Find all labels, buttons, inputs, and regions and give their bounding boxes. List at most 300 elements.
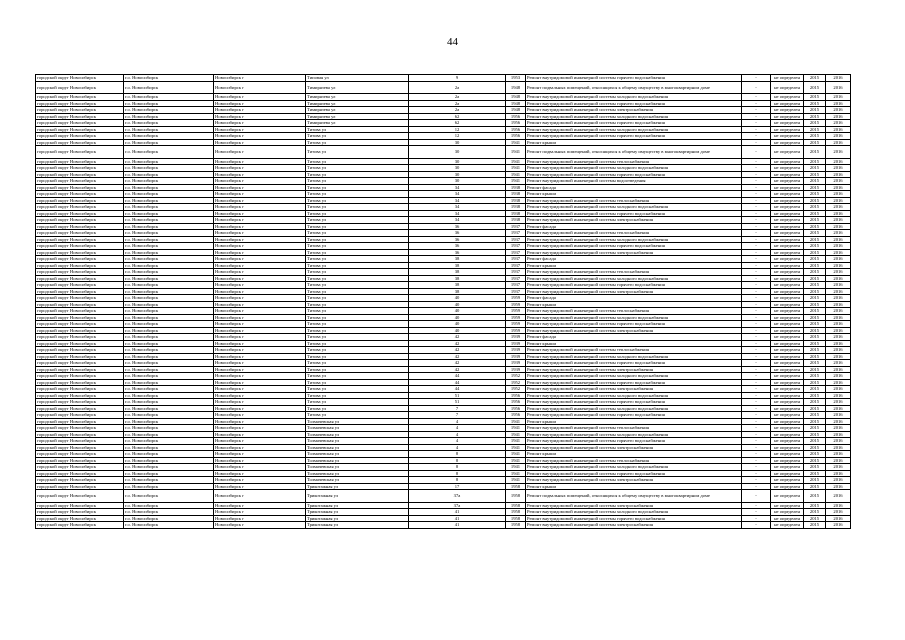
year-start-cell: 2015 [804, 204, 826, 211]
settlement-cell: г.о. Новосибирск [124, 509, 214, 516]
year-start-cell: 2015 [804, 288, 826, 295]
cost-cell: не определен [771, 392, 804, 399]
municipality-cell: городской округ Новосибирск [36, 288, 124, 295]
work-type-cell: Ремонт внутридомовой инженерной системы холодного водоснабжения [526, 204, 742, 211]
year-start-cell: 2015 [804, 301, 826, 308]
house-number-cell: 8 [409, 457, 506, 464]
dash-cell: - [742, 515, 771, 522]
work-type-cell: Ремонт внутридомовой инженерной системы горячего водоснабжения [526, 171, 742, 178]
work-type-cell: Ремонт внутридомовой инженерной системы холодного водоснабжения [526, 94, 742, 101]
dash-cell: - [742, 418, 771, 425]
build-year-cell: 1938 [506, 217, 526, 224]
locality-cell: Новосибирск г [214, 171, 306, 178]
cost-cell: не определен [771, 399, 804, 406]
year-end-cell: 2016 [826, 178, 851, 185]
work-type-cell: Ремонт внутридомовой инженерной системы холодного водоснабжения [526, 236, 742, 243]
street-cell: Толмачевская ул [306, 470, 409, 477]
build-year-cell: 1941 [506, 425, 526, 432]
municipality-cell: городской округ Новосибирск [36, 392, 124, 399]
municipality-cell: городской округ Новосибирск [36, 321, 124, 328]
house-number-cell: 40 [409, 327, 506, 334]
house-number-cell: 38 [409, 275, 506, 282]
locality-cell: Новосибирск г [214, 113, 306, 120]
dash-cell: - [742, 204, 771, 211]
year-end-cell: 2016 [826, 275, 851, 282]
municipality-cell: городской округ Новосибирск [36, 204, 124, 211]
street-cell: Титова ул [306, 275, 409, 282]
cost-cell: не определен [771, 405, 804, 412]
cost-cell: не определен [771, 464, 804, 471]
year-end-cell: 2016 [826, 308, 851, 315]
cost-cell: не определен [771, 418, 804, 425]
work-type-cell: Ремонт внутридомовой инженерной системы теплоснабжения [526, 230, 742, 237]
street-cell: Толмачевская ул [306, 457, 409, 464]
settlement-cell: г.о. Новосибирск [124, 146, 214, 159]
locality-cell: Новосибирск г [214, 418, 306, 425]
dash-cell: - [742, 340, 771, 347]
year-start-cell: 2015 [804, 249, 826, 256]
year-end-cell: 2016 [826, 262, 851, 269]
municipality-cell: городской округ Новосибирск [36, 301, 124, 308]
build-year-cell: 1937 [506, 236, 526, 243]
build-year-cell: 1959 [506, 308, 526, 315]
municipality-cell: городской округ Новосибирск [36, 249, 124, 256]
settlement-cell: г.о. Новосибирск [124, 223, 214, 230]
locality-cell: Новосибирск г [214, 392, 306, 399]
dash-cell: - [742, 133, 771, 140]
street-cell: Толмачевская ул [306, 431, 409, 438]
street-cell: Толмачевская ул [306, 418, 409, 425]
build-year-cell: 1938 [506, 191, 526, 198]
house-number-cell: 8 [409, 470, 506, 477]
settlement-cell: г.о. Новосибирск [124, 321, 214, 328]
work-type-cell: Ремонт внутридомовой инженерной системы теплоснабжения [526, 457, 742, 464]
year-end-cell: 2016 [826, 210, 851, 217]
cost-cell: не определен [771, 347, 804, 354]
work-type-cell: Ремонт фасада [526, 223, 742, 230]
dash-cell: - [742, 301, 771, 308]
year-end-cell: 2016 [826, 360, 851, 367]
work-type-cell: Ремонт внутридомовой инженерной системы теплоснабжения [526, 197, 742, 204]
street-cell: Титова ул [306, 243, 409, 250]
street-cell: Титова ул [306, 256, 409, 263]
cost-cell: не определен [771, 477, 804, 484]
settlement-cell: г.о. Новосибирск [124, 107, 214, 114]
dash-cell: - [742, 243, 771, 250]
cost-cell: не определен [771, 412, 804, 419]
work-type-cell: Ремонт внутридомовой инженерной системы холодного водоснабжения [526, 113, 742, 120]
table-row [36, 81, 851, 94]
dash-cell: - [742, 483, 771, 490]
settlement-cell: г.о. Новосибирск [124, 126, 214, 133]
locality-cell: Новосибирск г [214, 197, 306, 204]
year-start-cell: 2015 [804, 522, 826, 529]
street-cell: Толмачевская ул [306, 464, 409, 471]
locality-cell: Новосибирск г [214, 230, 306, 237]
settlement-cell: г.о. Новосибирск [124, 515, 214, 522]
municipality-cell: городской округ Новосибирск [36, 405, 124, 412]
build-year-cell: 1958 [506, 522, 526, 529]
dash-cell: - [742, 217, 771, 224]
locality-cell: Новосибирск г [214, 165, 306, 172]
street-cell: Титова ул [306, 379, 409, 386]
street-cell: Титова ул [306, 321, 409, 328]
build-year-cell: 1941 [506, 171, 526, 178]
house-number-cell: 42 [409, 347, 506, 354]
municipality-cell: городской округ Новосибирск [36, 171, 124, 178]
year-start-cell: 2015 [804, 431, 826, 438]
settlement-cell: г.о. Новосибирск [124, 256, 214, 263]
municipality-cell: городской округ Новосибирск [36, 236, 124, 243]
street-cell: Титова ул [306, 230, 409, 237]
year-start-cell: 2015 [804, 444, 826, 451]
year-start-cell: 2015 [804, 146, 826, 159]
house-number-cell: 38 [409, 269, 506, 276]
dash-cell: - [742, 308, 771, 315]
year-start-cell: 2015 [804, 269, 826, 276]
cost-cell: не определен [771, 126, 804, 133]
year-end-cell: 2016 [826, 386, 851, 393]
dash-cell: - [742, 334, 771, 341]
work-type-cell: Ремонт внутридомовой инженерной системы горячего водоснабжения [526, 243, 742, 250]
work-type-cell: Ремонт подвальных помещений, относящихся к общему имуществу в многоквартирном доме [526, 81, 742, 94]
cost-cell: не определен [771, 386, 804, 393]
work-type-cell: Ремонт внутридомовой инженерной системы теплоснабжения [526, 158, 742, 165]
street-cell: Толмачевская ул [306, 425, 409, 432]
work-type-cell: Ремонт внутридомовой инженерной системы холодного водоснабжения [526, 464, 742, 471]
cost-cell: не определен [771, 191, 804, 198]
build-year-cell: 1941 [506, 444, 526, 451]
dash-cell: - [742, 360, 771, 367]
year-end-cell: 2016 [826, 431, 851, 438]
house-number-cell: 2а [409, 107, 506, 114]
municipality-cell: городской округ Новосибирск [36, 457, 124, 464]
street-cell: Титова ул [306, 197, 409, 204]
locality-cell: Новосибирск г [214, 425, 306, 432]
locality-cell: Новосибирск г [214, 438, 306, 445]
capital-repair-table [35, 74, 851, 529]
dash-cell: - [742, 444, 771, 451]
build-year-cell: 1956 [506, 399, 526, 406]
municipality-cell: городской округ Новосибирск [36, 107, 124, 114]
year-start-cell: 2015 [804, 230, 826, 237]
locality-cell: Новосибирск г [214, 347, 306, 354]
house-number-cell: 38 [409, 262, 506, 269]
locality-cell: Новосибирск г [214, 288, 306, 295]
work-type-cell: Ремонт внутридомовой инженерной системы холодного водоснабжения [526, 353, 742, 360]
year-end-cell: 2016 [826, 392, 851, 399]
municipality-cell: городской округ Новосибирск [36, 81, 124, 94]
build-year-cell: 1959 [506, 327, 526, 334]
build-year-cell: 1956 [506, 405, 526, 412]
table-row [36, 146, 851, 159]
build-year-cell: 1939 [506, 340, 526, 347]
settlement-cell: г.о. Новосибирск [124, 399, 214, 406]
build-year-cell: 1938 [506, 204, 526, 211]
work-type-cell: Ремонт подвальных помещений, относящихся к общему имуществу в многоквартирном доме [526, 490, 742, 503]
dash-cell: - [742, 470, 771, 477]
year-end-cell: 2016 [826, 470, 851, 477]
municipality-cell: городской округ Новосибирск [36, 515, 124, 522]
work-type-cell: Ремонт внутридомовой инженерной системы электроснабжения [526, 327, 742, 334]
build-year-cell: 1956 [506, 120, 526, 127]
year-end-cell: 2016 [826, 353, 851, 360]
cost-cell: не определен [771, 275, 804, 282]
work-type-cell: Ремонт крыши [526, 340, 742, 347]
year-end-cell: 2016 [826, 366, 851, 373]
build-year-cell: 1938 [506, 210, 526, 217]
work-type-cell: Ремонт фасада [526, 184, 742, 191]
locality-cell: Новосибирск г [214, 217, 306, 224]
municipality-cell: городской округ Новосибирск [36, 347, 124, 354]
year-start-cell: 2015 [804, 94, 826, 101]
build-year-cell: 1938 [506, 184, 526, 191]
street-cell: Трикотажная ул [306, 502, 409, 509]
year-end-cell: 2016 [826, 191, 851, 198]
settlement-cell: г.о. Новосибирск [124, 301, 214, 308]
work-type-cell: Ремонт крыши [526, 262, 742, 269]
street-cell: Титова ул [306, 139, 409, 146]
dash-cell: - [742, 236, 771, 243]
cost-cell: не определен [771, 366, 804, 373]
build-year-cell: 1956 [506, 392, 526, 399]
year-start-cell: 2015 [804, 379, 826, 386]
settlement-cell: г.о. Новосибирск [124, 184, 214, 191]
cost-cell: не определен [771, 178, 804, 185]
locality-cell: Новосибирск г [214, 490, 306, 503]
cost-cell: не определен [771, 282, 804, 289]
locality-cell: Новосибирск г [214, 94, 306, 101]
year-start-cell: 2015 [804, 223, 826, 230]
work-type-cell: Ремонт внутридомовой инженерной системы теплоснабжения [526, 425, 742, 432]
settlement-cell: г.о. Новосибирск [124, 451, 214, 458]
work-type-cell: Ремонт внутридомовой инженерной системы электроснабжения [526, 366, 742, 373]
house-number-cell: 30 [409, 165, 506, 172]
locality-cell: Новосибирск г [214, 158, 306, 165]
year-end-cell: 2016 [826, 249, 851, 256]
municipality-cell: городской округ Новосибирск [36, 314, 124, 321]
house-number-cell: 38 [409, 256, 506, 263]
locality-cell: Новосибирск г [214, 483, 306, 490]
street-cell: Титова ул [306, 412, 409, 419]
year-end-cell: 2016 [826, 94, 851, 101]
build-year-cell: 1941 [506, 158, 526, 165]
year-end-cell: 2016 [826, 438, 851, 445]
street-cell: Титова ул [306, 236, 409, 243]
build-year-cell: 1941 [506, 178, 526, 185]
build-year-cell: 1937 [506, 269, 526, 276]
street-cell: Трикотажная ул [306, 490, 409, 503]
house-number-cell: 17 [409, 483, 506, 490]
year-start-cell: 2015 [804, 509, 826, 516]
settlement-cell: г.о. Новосибирск [124, 94, 214, 101]
build-year-cell: 1941 [506, 464, 526, 471]
settlement-cell: г.о. Новосибирск [124, 275, 214, 282]
street-cell: Титова ул [306, 392, 409, 399]
street-cell: Титова ул [306, 184, 409, 191]
locality-cell: Новосибирск г [214, 502, 306, 509]
cost-cell: не определен [771, 94, 804, 101]
settlement-cell: г.о. Новосибирск [124, 191, 214, 198]
locality-cell: Новосибирск г [214, 470, 306, 477]
settlement-cell: г.о. Новосибирск [124, 295, 214, 302]
year-end-cell: 2016 [826, 405, 851, 412]
year-end-cell: 2016 [826, 451, 851, 458]
dash-cell: - [742, 210, 771, 217]
settlement-cell: г.о. Новосибирск [124, 217, 214, 224]
house-number-cell: 30 [409, 158, 506, 165]
cost-cell: не определен [771, 483, 804, 490]
house-number-cell: 36 [409, 223, 506, 230]
municipality-cell: городской округ Новосибирск [36, 399, 124, 406]
locality-cell: Новосибирск г [214, 204, 306, 211]
cost-cell: не определен [771, 327, 804, 334]
settlement-cell: г.о. Новосибирск [124, 171, 214, 178]
house-number-cell: 44 [409, 373, 506, 380]
year-start-cell: 2015 [804, 295, 826, 302]
locality-cell: Новосибирск г [214, 275, 306, 282]
cost-cell: не определен [771, 334, 804, 341]
work-type-cell: Ремонт фасада [526, 295, 742, 302]
year-start-cell: 2015 [804, 158, 826, 165]
settlement-cell: г.о. Новосибирск [124, 314, 214, 321]
settlement-cell: г.о. Новосибирск [124, 470, 214, 477]
street-cell: Титова ул [306, 249, 409, 256]
street-cell: Титова ул [306, 334, 409, 341]
municipality-cell: городской округ Новосибирск [36, 262, 124, 269]
street-cell: Титова ул [306, 314, 409, 321]
locality-cell: Новосибирск г [214, 379, 306, 386]
municipality-cell: городской округ Новосибирск [36, 431, 124, 438]
work-type-cell: Ремонт внутридомовой инженерной системы горячего водоснабжения [526, 100, 742, 107]
year-end-cell: 2016 [826, 171, 851, 178]
year-start-cell: 2015 [804, 327, 826, 334]
year-end-cell: 2016 [826, 522, 851, 529]
build-year-cell: 1941 [506, 139, 526, 146]
work-type-cell: Ремонт внутридомовой инженерной системы электроснабжения [526, 386, 742, 393]
locality-cell: Новосибирск г [214, 327, 306, 334]
cost-cell: не определен [771, 184, 804, 191]
settlement-cell: г.о. Новосибирск [124, 425, 214, 432]
work-type-cell: Ремонт внутридомовой инженерной системы электроснабжения [526, 477, 742, 484]
build-year-cell: 1952 [506, 379, 526, 386]
work-type-cell: Ремонт крыши [526, 191, 742, 198]
municipality-cell: городской округ Новосибирск [36, 210, 124, 217]
street-cell: Титова ул [306, 171, 409, 178]
year-start-cell: 2015 [804, 321, 826, 328]
house-number-cell: 41 [409, 522, 506, 529]
dash-cell: - [742, 120, 771, 127]
work-type-cell: Ремонт внутридомовой инженерной системы холодного водоснабжения [526, 314, 742, 321]
street-cell: Толмачевская ул [306, 444, 409, 451]
street-cell: Титова ул [306, 158, 409, 165]
house-number-cell: 4 [409, 438, 506, 445]
year-start-cell: 2015 [804, 418, 826, 425]
municipality-cell: городской округ Новосибирск [36, 94, 124, 101]
dash-cell: - [742, 126, 771, 133]
dash-cell: - [742, 197, 771, 204]
year-end-cell: 2016 [826, 301, 851, 308]
work-type-cell: Ремонт внутридомовой инженерной системы водоотведения [526, 178, 742, 185]
year-start-cell: 2015 [804, 75, 826, 82]
year-end-cell: 2016 [826, 282, 851, 289]
municipality-cell: городской округ Новосибирск [36, 75, 124, 82]
year-start-cell: 2015 [804, 412, 826, 419]
municipality-cell: городской округ Новосибирск [36, 184, 124, 191]
build-year-cell: 1956 [506, 126, 526, 133]
year-end-cell: 2016 [826, 288, 851, 295]
locality-cell: Новосибирск г [214, 120, 306, 127]
build-year-cell: 1937 [506, 282, 526, 289]
house-number-cell: 62 [409, 120, 506, 127]
municipality-cell: городской округ Новосибирск [36, 275, 124, 282]
year-start-cell: 2015 [804, 126, 826, 133]
work-type-cell: Ремонт внутридомовой инженерной системы горячего водоснабжения [526, 75, 742, 82]
year-start-cell: 2015 [804, 470, 826, 477]
settlement-cell: г.о. Новосибирск [124, 334, 214, 341]
dash-cell: - [742, 100, 771, 107]
settlement-cell: г.о. Новосибирск [124, 327, 214, 334]
build-year-cell: 1958 [506, 515, 526, 522]
year-start-cell: 2015 [804, 308, 826, 315]
year-end-cell: 2016 [826, 230, 851, 237]
municipality-cell: городской округ Новосибирск [36, 444, 124, 451]
locality-cell: Новосибирск г [214, 100, 306, 107]
year-end-cell: 2016 [826, 515, 851, 522]
build-year-cell: 1937 [506, 256, 526, 263]
year-start-cell: 2015 [804, 275, 826, 282]
house-number-cell: 36 [409, 230, 506, 237]
dash-cell: - [742, 171, 771, 178]
settlement-cell: г.о. Новосибирск [124, 243, 214, 250]
work-type-cell: Ремонт внутридомовой инженерной системы электроснабжения [526, 522, 742, 529]
year-end-cell: 2016 [826, 425, 851, 432]
settlement-cell: г.о. Новосибирск [124, 477, 214, 484]
locality-cell: Новосибирск г [214, 308, 306, 315]
build-year-cell: 1959 [506, 301, 526, 308]
settlement-cell: г.о. Новосибирск [124, 262, 214, 269]
build-year-cell: 1956 [506, 133, 526, 140]
work-type-cell: Ремонт внутридомовой инженерной системы горячего водоснабжения [526, 515, 742, 522]
year-end-cell: 2016 [826, 314, 851, 321]
build-year-cell: 1941 [506, 438, 526, 445]
year-end-cell: 2016 [826, 295, 851, 302]
dash-cell: - [742, 223, 771, 230]
cost-cell: не определен [771, 139, 804, 146]
work-type-cell: Ремонт фасада [526, 256, 742, 263]
work-type-cell: Ремонт внутридомовой инженерной системы электроснабжения [526, 107, 742, 114]
dash-cell: - [742, 490, 771, 503]
municipality-cell: городской округ Новосибирск [36, 425, 124, 432]
house-number-cell: 41 [409, 509, 506, 516]
dash-cell: - [742, 146, 771, 159]
settlement-cell: г.о. Новосибирск [124, 386, 214, 393]
municipality-cell: городской округ Новосибирск [36, 327, 124, 334]
cost-cell: не определен [771, 353, 804, 360]
dash-cell: - [742, 327, 771, 334]
cost-cell: не определен [771, 360, 804, 367]
street-cell: Титова ул [306, 360, 409, 367]
year-end-cell: 2016 [826, 243, 851, 250]
municipality-cell: городской округ Новосибирск [36, 243, 124, 250]
street-cell: Титова ул [306, 126, 409, 133]
settlement-cell: г.о. Новосибирск [124, 236, 214, 243]
house-number-cell: 12 [409, 133, 506, 140]
dash-cell: - [742, 282, 771, 289]
house-number-cell: 12 [409, 126, 506, 133]
municipality-cell: городской округ Новосибирск [36, 133, 124, 140]
municipality-cell: городской округ Новосибирск [36, 282, 124, 289]
